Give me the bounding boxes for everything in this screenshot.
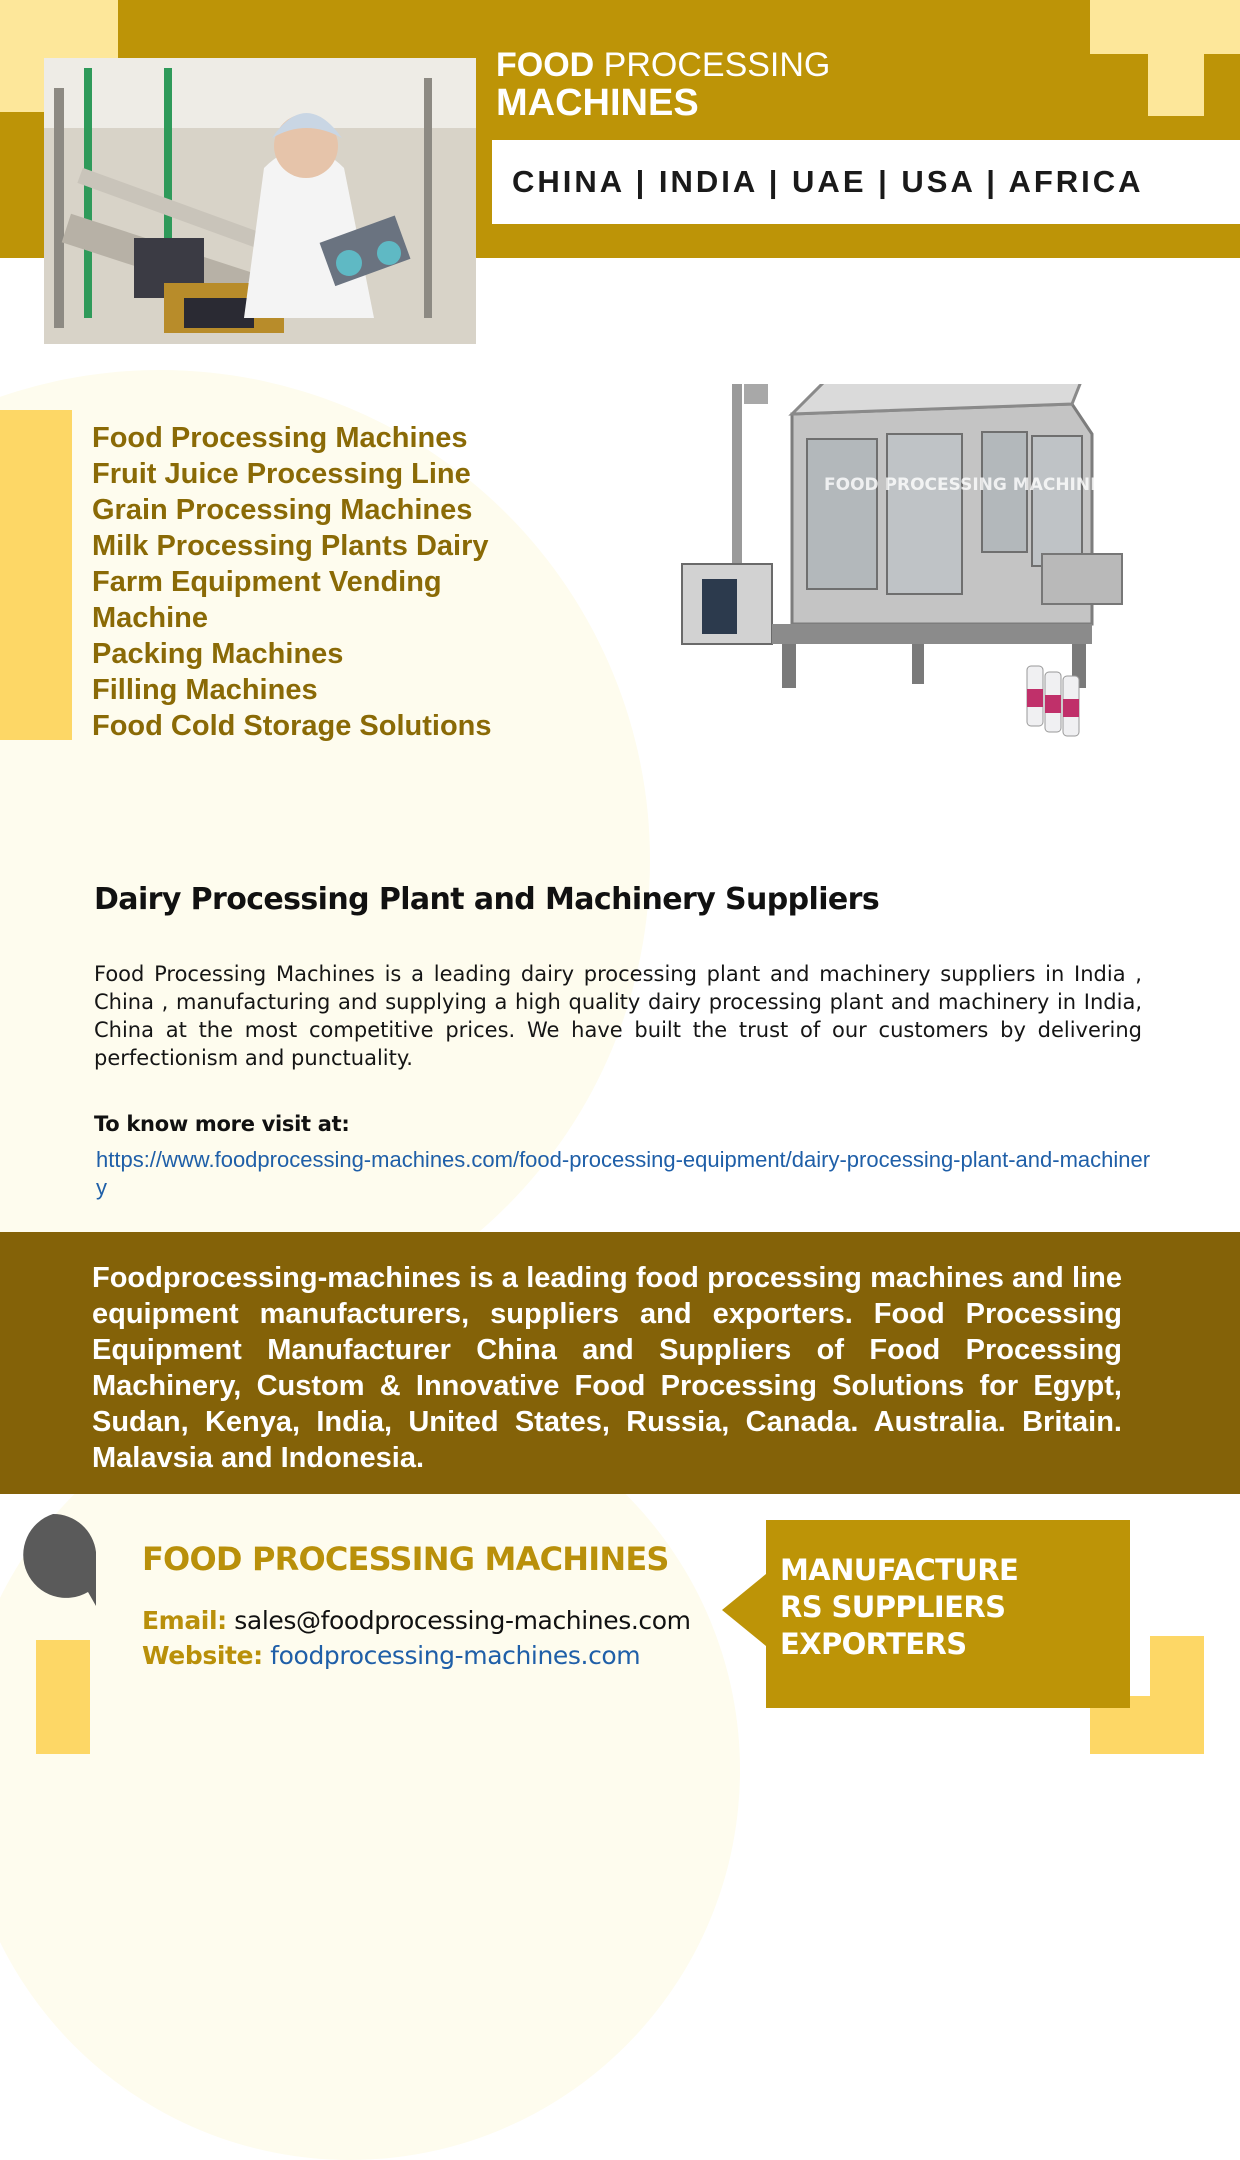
header-title — [496, 48, 830, 124]
callout-badge — [722, 1520, 1130, 1708]
callout-text — [780, 1552, 1018, 1663]
corner-decoration-top-right-inner — [1148, 54, 1204, 116]
corner-decoration-bottom-right — [1150, 1636, 1204, 1754]
background-circle-bottom — [0, 1380, 740, 2160]
contact-website — [142, 1641, 640, 1670]
list-item: Grain Processing Machines — [92, 494, 473, 526]
section-heading: Dairy Processing Plant and Machinery Suppliers — [94, 882, 880, 917]
footer-brand: FOOD PROCESSING MACHINES — [142, 1540, 669, 1578]
callout-arrow — [722, 1574, 766, 1646]
company-summary-text: Foodprocessing-machines is a leading food processing machines and line equipment manufacturers, suppliers and exporters. Food Processing Equipment Manufacturer China and Suppliers of Food Processing Machinery, Custom & Innovative Food Processing Solutions for Egypt, Sudan, Kenya, India, United States, Russia, Canada. Australia. Britain. Malavsia and Indonesia. — [92, 1262, 1122, 1474]
list-item: Food Processing Machines — [92, 422, 468, 454]
contact-email — [142, 1606, 691, 1635]
section-paragraph: Food Processing Machines is a leading dairy processing plant and machinery suppliers in India , China , manufacturing and supplying a high quality dairy processing plant and machinery in India, China at the most competitive prices. We have built the trust of our customers by delivering perfectionism and punctuality. — [94, 962, 1142, 1070]
list-item: Filling Machines — [92, 674, 318, 706]
website-label: Website: — [142, 1641, 263, 1670]
product-list — [92, 420, 532, 744]
callout-line: MANUFACTURE — [780, 1553, 1019, 1587]
list-item: Milk Processing Plants Dairy Farm Equipment Vending Machine — [92, 530, 489, 634]
list-item: Food Cold Storage Solutions — [92, 710, 492, 742]
corner-decoration-bottom-left — [36, 1640, 90, 1754]
machine-watermark: FOOD PROCESSING MACHINES — [824, 475, 1114, 495]
visit-label: To know more visit at: — [94, 1112, 350, 1136]
country-bar — [492, 140, 1240, 224]
visit-link[interactable]: https://www.foodprocessing-machines.com/food-processing-equipment/dairy-processing-plant-and-machinery — [96, 1147, 1151, 1200]
list-item: Packing Machines — [92, 638, 344, 670]
website-link[interactable]: foodprocessing-machines.com — [270, 1641, 641, 1670]
side-tab-decoration — [0, 410, 72, 740]
worker-photo — [44, 58, 476, 344]
header-title-line2: MACHINES — [496, 81, 699, 124]
list-item: Fruit Juice Processing Line — [92, 458, 471, 490]
filling-machine-image — [672, 384, 1132, 754]
corner-decoration-top-right — [1090, 0, 1240, 54]
callout-line: RS SUPPLIERS — [780, 1590, 1006, 1624]
country-list: CHINA | INDIA | UAE | USA | AFRICA — [512, 164, 1144, 199]
callout-line: EXPORTERS — [780, 1627, 967, 1661]
logo-icon — [8, 1512, 98, 1608]
header-title-bold: FOOD — [496, 46, 595, 84]
header-title-light: PROCESSING — [603, 46, 831, 84]
email-label: Email: — [142, 1606, 227, 1635]
bottles-illustration — [1027, 666, 1079, 736]
email-value[interactable]: sales@foodprocessing-machines.com — [234, 1606, 691, 1635]
